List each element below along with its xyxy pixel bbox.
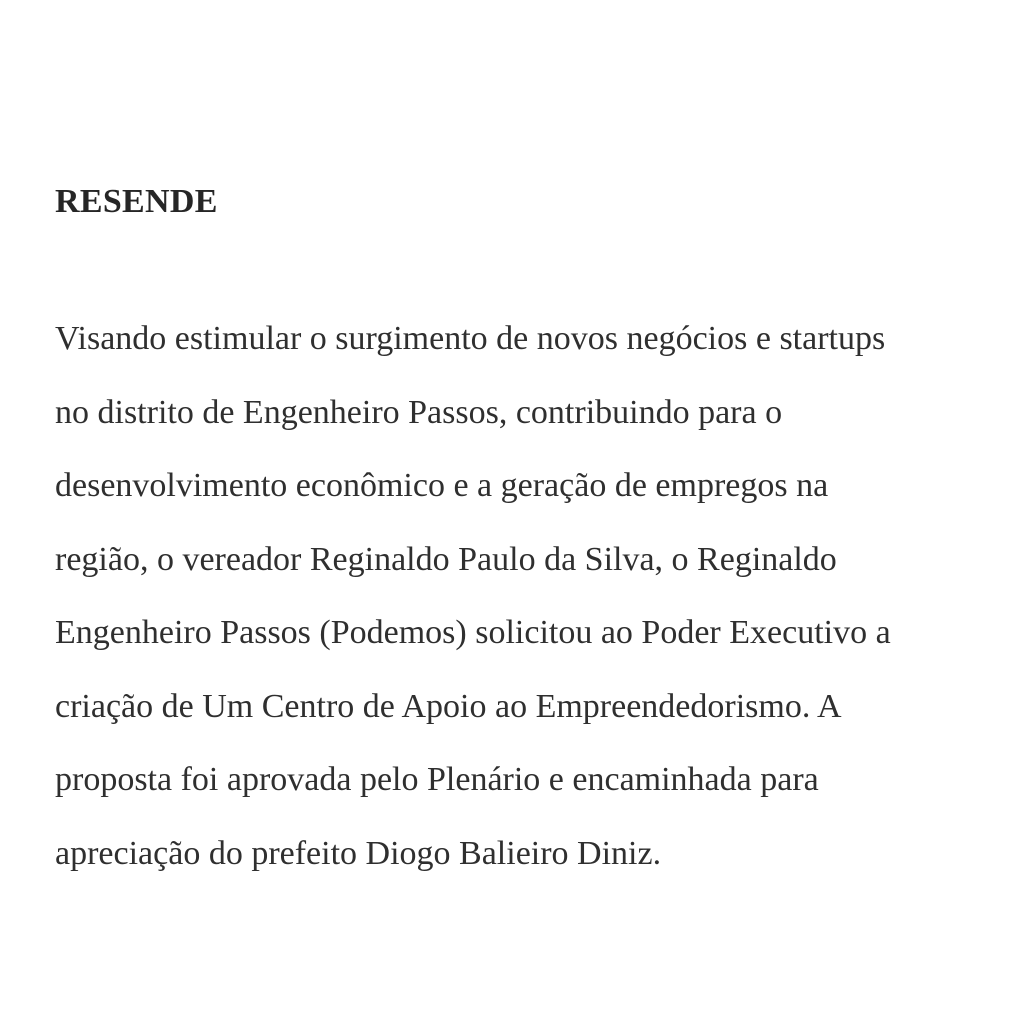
paragraph-line: proposta foi aprovada pelo Plenário e encaminhada para [55,761,819,798]
paragraph-line: criação de Um Centro de Apoio ao Empreendedorismo. A [55,687,842,725]
paragraph-line: apreciação do prefeito Diogo Balieiro Diniz. [55,834,662,872]
paragraph-line: desenvolvimento econômico e a geração de empregos na [55,467,829,504]
paragraph-line: Engenheiro Passos (Podemos) solicitou ao Poder Executivo a [55,614,891,651]
article-paragraph [55,302,1015,890]
paragraph-line: Visando estimular o surgimento de novos negócios e startups [55,320,886,357]
paragraph-line: no distrito de Engenheiro Passos, contribuindo para o [55,393,783,431]
paragraph-line: região, o vereador Reginaldo Paulo da Silva, o Reginaldo [55,540,837,578]
article-heading: RESENDE [55,183,218,220]
